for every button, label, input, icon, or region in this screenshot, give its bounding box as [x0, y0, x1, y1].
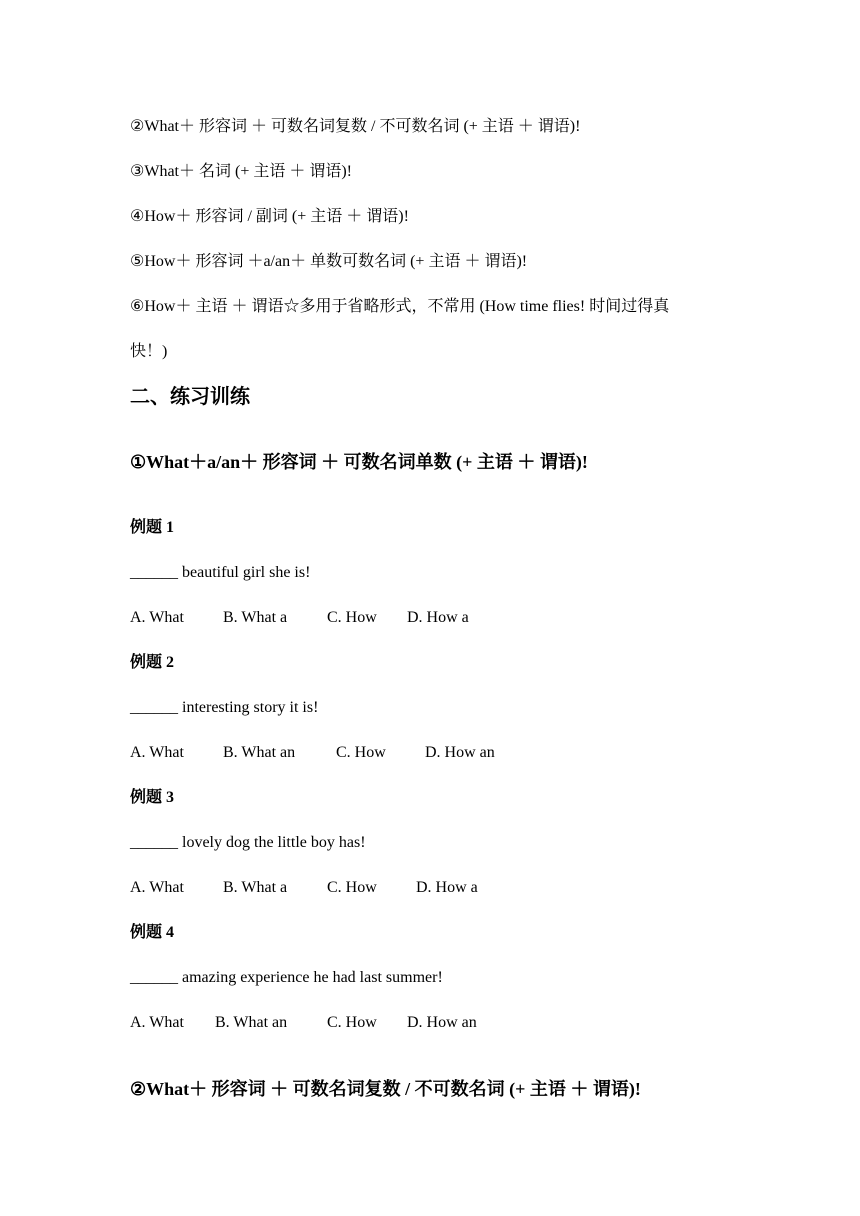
option-b: B. What a: [223, 879, 288, 896]
rule-6-continued: 快！): [130, 343, 168, 360]
example-4-question: ______ amazing experience he had last summer!: [130, 969, 443, 986]
rule-3: ③What＋ 名词 (+ 主语 ＋ 谓语)!: [130, 163, 353, 180]
option-d: D. How a: [416, 879, 478, 896]
option-a: A. What: [130, 879, 184, 896]
option-c: C. How: [336, 744, 386, 761]
option-d: D. How an: [425, 744, 495, 761]
example-1-question: ______ beautiful girl she is!: [130, 564, 311, 581]
option-a: A. What: [130, 609, 184, 626]
option-b: B. What an: [223, 744, 296, 761]
example-2-question: ______ interesting story it is!: [130, 699, 319, 716]
option-a: A. What: [130, 744, 184, 761]
pattern-2-title: ②What＋ 形容词 ＋ 可数名词复数 / 不可数名词 (+ 主语 ＋ 谓语)!: [130, 1079, 641, 1099]
section-title: 二、练习训练: [130, 386, 250, 408]
rule-4: ④How＋ 形容词 / 副词 (+ 主语 ＋ 谓语)!: [130, 208, 409, 225]
rule-2: ②What＋ 形容词 ＋ 可数名词复数 / 不可数名词 (+ 主语 ＋ 谓语)!: [130, 118, 581, 135]
option-b: B. What a: [223, 609, 288, 626]
example-4-label: 例题 4: [130, 924, 175, 941]
example-3-label: 例题 3: [130, 789, 175, 806]
example-3-question: ______ lovely dog the little boy has!: [130, 834, 366, 851]
option-d: D. How an: [407, 1014, 477, 1031]
rule-6: ⑥How＋ 主语 ＋ 谓语☆多用于省略形式，不常用 (How time flies! 时间过得真: [130, 298, 670, 315]
example-1-label: 例题 1: [130, 519, 175, 536]
example-2-label: 例题 2: [130, 654, 175, 671]
pattern-1-title: ①What＋a/an＋ 形容词 ＋ 可数名词单数 (+ 主语 ＋ 谓语)!: [130, 452, 588, 472]
option-c: C. How: [327, 1014, 377, 1031]
option-a: A. What: [130, 1014, 184, 1031]
option-d: D. How a: [407, 609, 469, 626]
option-c: C. How: [327, 609, 377, 626]
rule-5: ⑤How＋ 形容词 ＋a/an＋ 单数可数名词 (+ 主语 ＋ 谓语)!: [130, 253, 528, 270]
option-c: C. How: [327, 879, 377, 896]
option-b: B. What an: [215, 1014, 288, 1031]
